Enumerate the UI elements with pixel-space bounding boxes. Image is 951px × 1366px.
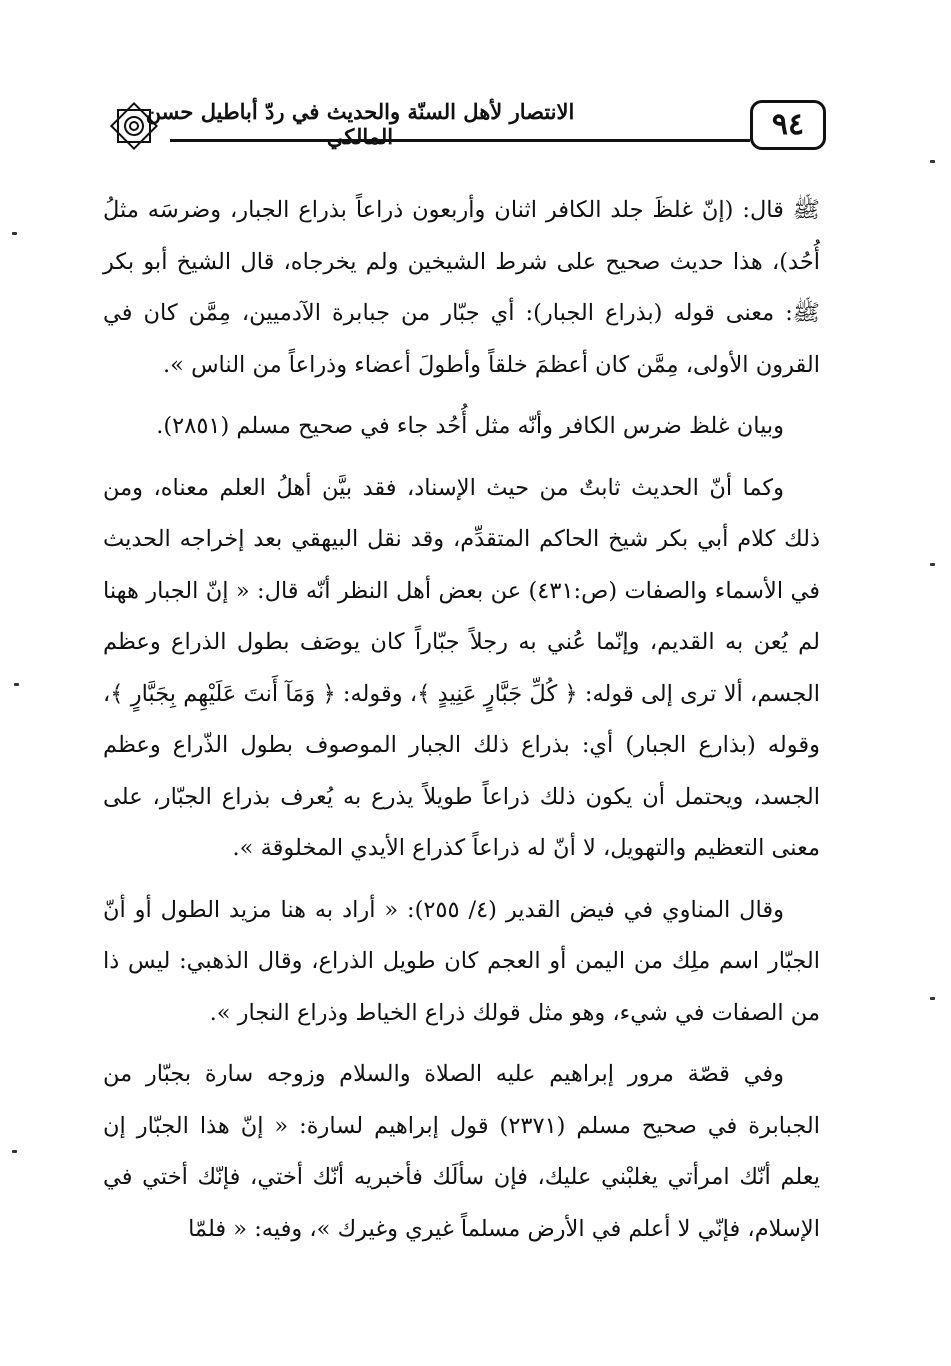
running-title: الانتصار لأهل السنّة والحديث في ردّ أباطيل حسن المالكي <box>145 99 575 149</box>
paragraph-ibrahim-story: وفي قصّة مرور إبراهيم عليه الصلاة والسلام وزوجه سارة بجبّار من الجبابرة في صحيح مسلم (٢٣٧١) قول إبراهيم لسارة: « إنّ هذا الجبّار إن يعلم أنّك امرأتي يغلبْني عليك، فإن سألَك فأخبريه أنّك أختي، فإنّك أختي في الإسلام، فإنّي لا أعلم في الأرض مسلماً غيري وغيرك »، وفيه: « فلمّا <box>103 1061 820 1242</box>
margin-mark <box>930 997 935 1000</box>
star-ornament-icon <box>103 95 165 157</box>
margin-mark <box>12 1150 17 1153</box>
paragraph-bayhaqi-explanation: وكما أنّ الحديث ثابتٌ من حيث الإسناد، فقد بيَّن أهلُ العلم معناه، ومن ذلك كلام أبي بكر شيخ الحاكم المتقدِّم، وقد نقل البيهقي بعد إخراجه الحديث في الأسماء والصفات (ص:٤٣١) عن بعض أهل النظر أنّه قال: « إنّ الجبار ههنا لم يُعن به القديم، وإنّما عُني به رجلاً جبّاراً كان يوصَف بطول الذراع وعظم الجسم، ألا ترى إلى قوله: ﴿ كُلِّ جَبَّارٍ عَنِيدٍ ﴾، وقوله: ﴿ وَمَآ أَنتَ عَلَيْهِم بِجَبَّارٍ ﴾، وقوله (بذارع الجبار) أي: بذراع ذلك الجبار الموصوف بطول الذّراع وعظم الجسد، ويحتمل أن يكون ذلك ذراعاً طويلاً يذرع به يُعرف بذراع الجبّار، على معنى التعظيم والتهويل، لا أنّ له ذراعاً كذراع الأيدي المخلوقة ». <box>103 474 820 861</box>
margin-mark <box>14 683 19 686</box>
margin-mark <box>930 160 935 163</box>
page-number: ٩٤ <box>750 100 826 150</box>
paragraph-munawi-quote: وقال المناوي في فيض القدير (٤/ ٢٥٥): « أراد به هنا مزيد الطول أو أنّ الجبّار اسم ملِك من اليمن أو العجم كان طويل الذراع، وقال الذهبي: ليس ذا من الصفات في شيء، وهو مثل قولك ذراع الخياط وذراع النجار ». <box>103 896 820 1026</box>
page-header <box>0 95 951 165</box>
paragraph-hadith-quote: ﷺ قال: (إنّ غلظَ جلد الكافر اثنان وأربعون ذراعاً بذراع الجبار، وضرسَه مثلُ أُحُد)، هذا حديث صحيح على شرط الشيخين ولم يخرجاه، قال الشيخ أبو بكر ﷺ: معنى قوله (بذراع الجبار): أي جبّار من جبابرة الآدميين، مِمَّن كان في القرون الأولى، مِمَّن كان أعظمَ خلقاً وأطولَ أعضاء وذراعاً من الناس ». <box>103 197 820 378</box>
page-body <box>103 185 820 1265</box>
margin-mark <box>930 563 935 566</box>
margin-mark <box>12 232 17 235</box>
paragraph-muslim-reference: وبيان غلظ ضرس الكافر وأنّه مثل أُحُد جاء في صحيح مسلم (٢٨٥١). <box>156 413 784 439</box>
